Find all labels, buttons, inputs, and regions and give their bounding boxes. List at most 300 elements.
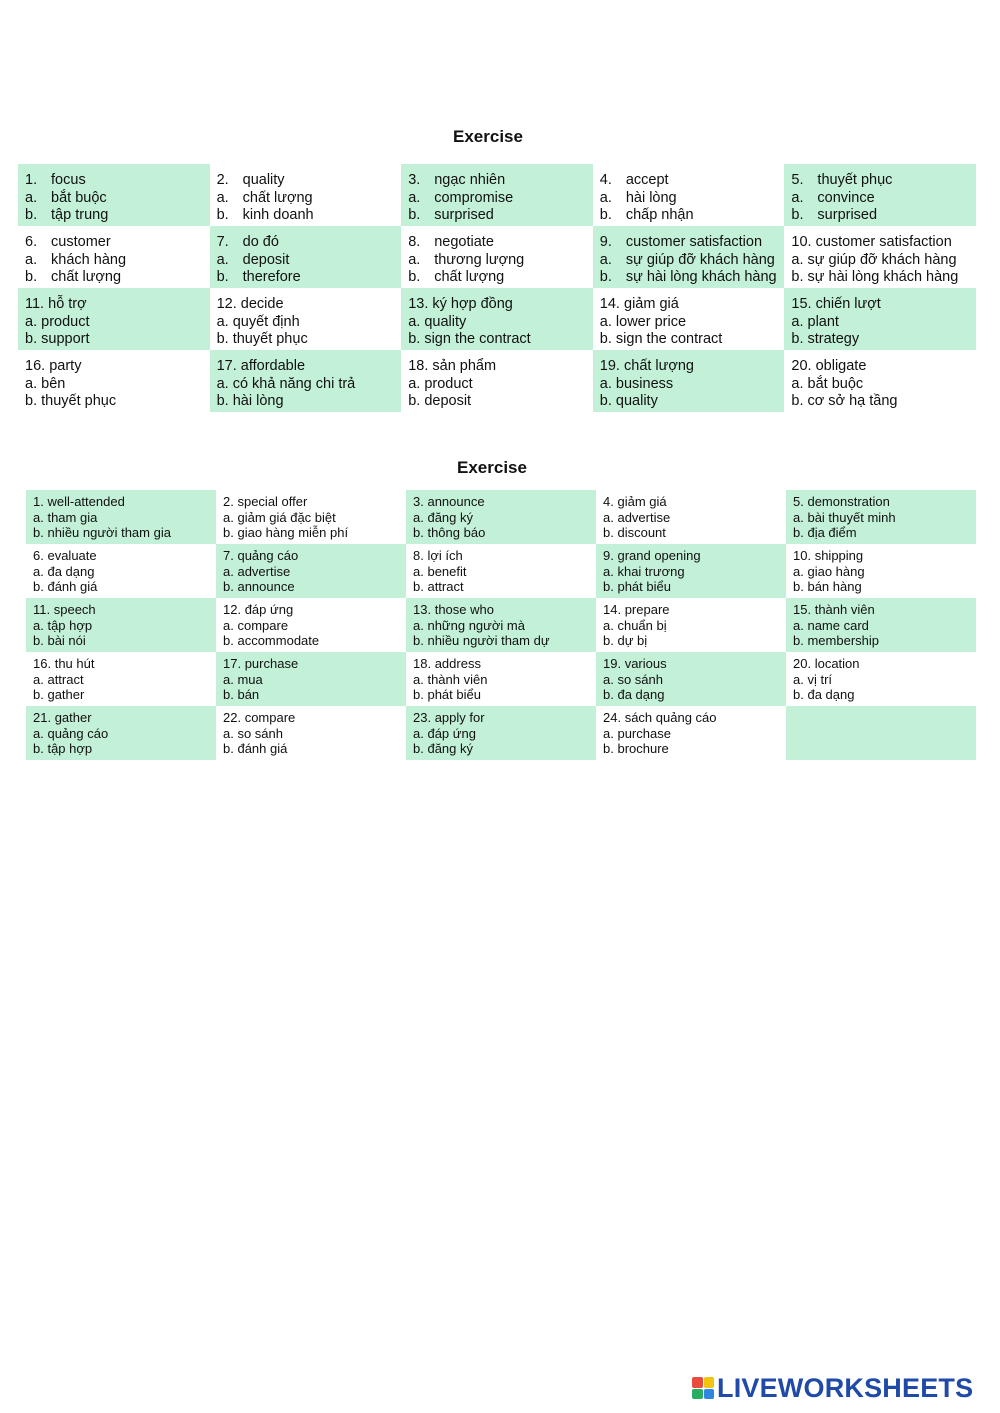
option-text: giao hàng miễn phí xyxy=(237,525,349,541)
question-number: 11. xyxy=(33,602,51,617)
question-word xyxy=(223,710,406,726)
option-a xyxy=(600,190,785,208)
option-letter: b. xyxy=(25,207,38,223)
option-b xyxy=(408,393,593,411)
question-cell xyxy=(406,490,596,544)
question-number: 3. xyxy=(413,494,424,509)
option-a xyxy=(33,510,216,526)
option-text: sign the contract xyxy=(615,331,723,347)
question-cell xyxy=(216,598,406,652)
option-letter: b. xyxy=(33,525,44,541)
question-word xyxy=(33,710,216,726)
option-letter: b. xyxy=(223,633,234,649)
question-text: apply for xyxy=(434,710,485,725)
question-cell xyxy=(18,226,210,288)
option-letter: a. xyxy=(25,313,38,330)
question-number: 19. xyxy=(599,358,620,374)
option-letter: b. xyxy=(793,579,804,595)
option-b xyxy=(603,579,786,595)
question-number: 10. xyxy=(791,234,812,250)
option-text: compromise xyxy=(434,189,514,206)
question-word xyxy=(793,494,976,510)
question-number: 10. xyxy=(793,548,812,563)
question-cell xyxy=(18,164,210,226)
question-text: giảm giá xyxy=(617,494,667,509)
option-b xyxy=(603,633,786,649)
option-text: đa dạng xyxy=(47,563,95,579)
question-word xyxy=(217,296,402,314)
question-number: 22. xyxy=(223,710,242,725)
option-b xyxy=(413,633,596,649)
question-number: 23. xyxy=(413,710,432,725)
option-a xyxy=(413,510,596,526)
question-word xyxy=(793,656,976,672)
option-letter: b. xyxy=(408,393,421,409)
option-text: dự bị xyxy=(617,633,648,649)
option-letter: a. xyxy=(25,189,38,206)
liveworksheets-logo xyxy=(692,1373,973,1403)
question-cell xyxy=(26,652,216,706)
option-letter: b. xyxy=(223,741,234,757)
question-word xyxy=(408,234,593,252)
option-b xyxy=(25,331,210,349)
option-text: surprised xyxy=(434,207,494,223)
question-text: affordable xyxy=(240,358,306,374)
option-a xyxy=(413,618,596,634)
option-letter: a. xyxy=(791,313,804,330)
question-cell xyxy=(216,652,406,706)
option-text: thuyết phục xyxy=(41,393,117,409)
option-b xyxy=(408,269,593,287)
question-number: 9. xyxy=(599,234,612,250)
option-letter: a. xyxy=(793,509,804,525)
question-number: 12. xyxy=(216,296,237,312)
question-number: 5. xyxy=(793,494,804,509)
option-text: đánh giá xyxy=(237,741,288,757)
option-letter: a. xyxy=(599,251,612,268)
option-a xyxy=(33,618,216,634)
option-b xyxy=(413,687,596,703)
option-letter: b. xyxy=(413,633,424,649)
option-b xyxy=(217,207,402,225)
option-text: phát biểu xyxy=(617,579,671,595)
question-number: 17. xyxy=(223,656,242,671)
option-text: khai trương xyxy=(617,563,685,579)
option-text: sự giúp đỡ khách hàng xyxy=(625,251,775,268)
question-word xyxy=(223,548,406,564)
option-text: chất lượng xyxy=(51,269,122,285)
option-letter: a. xyxy=(33,725,44,741)
question-number: 8. xyxy=(413,548,424,563)
question-text: compare xyxy=(244,710,296,725)
option-text: đăng ký xyxy=(427,741,474,757)
option-letter: b. xyxy=(33,579,44,595)
question-word xyxy=(791,358,976,376)
option-text: bán hàng xyxy=(807,579,862,595)
option-text: name card xyxy=(807,617,869,633)
question-text: hỗ trợ xyxy=(48,296,87,312)
option-b xyxy=(217,331,402,349)
question-number: 4. xyxy=(599,172,612,188)
option-b xyxy=(791,331,976,349)
option-a xyxy=(223,564,406,580)
option-b xyxy=(33,579,216,595)
option-b xyxy=(791,207,976,225)
option-text: thương lượng xyxy=(434,251,525,268)
option-b xyxy=(408,331,593,349)
question-cell xyxy=(210,226,402,288)
question-text: quảng cáo xyxy=(237,548,299,563)
option-letter: a. xyxy=(216,189,229,206)
question-text: well-attended xyxy=(47,494,125,509)
option-a xyxy=(603,510,786,526)
question-number: 4. xyxy=(603,494,614,509)
option-letter: b. xyxy=(33,687,44,703)
question-word xyxy=(600,172,785,190)
option-text: deposit xyxy=(424,393,472,409)
option-letter: b. xyxy=(413,687,424,703)
option-letter: b. xyxy=(791,393,804,409)
option-letter: a. xyxy=(408,251,421,268)
exercise-1-title: Exercise xyxy=(453,127,523,146)
option-letter: a. xyxy=(413,671,424,687)
option-b xyxy=(793,579,976,595)
question-cell xyxy=(210,350,402,412)
option-letter: a. xyxy=(603,617,614,633)
option-text: tập hợp xyxy=(47,617,93,633)
question-word xyxy=(33,656,216,672)
question-cell xyxy=(26,544,216,598)
option-a xyxy=(33,726,216,742)
option-letter: b. xyxy=(33,741,44,757)
question-word xyxy=(413,602,596,618)
option-text: chuẩn bị xyxy=(617,617,667,633)
option-letter: a. xyxy=(216,313,229,330)
option-text: therefore xyxy=(242,269,301,285)
question-cell xyxy=(596,706,786,760)
question-number: 21. xyxy=(33,710,52,725)
option-text: sự hài lòng khách hàng xyxy=(625,269,777,285)
option-b xyxy=(223,633,406,649)
option-a xyxy=(25,190,210,208)
option-a xyxy=(217,376,402,394)
option-letter: b. xyxy=(791,331,804,347)
option-a xyxy=(603,618,786,634)
option-letter: b. xyxy=(413,741,424,757)
question-cell xyxy=(406,598,596,652)
option-text: thông báo xyxy=(427,525,486,541)
question-cell xyxy=(593,288,785,350)
question-text: decide xyxy=(240,296,284,312)
option-b xyxy=(33,741,216,757)
question-text: announce xyxy=(427,494,485,509)
option-letter: a. xyxy=(413,617,424,633)
option-a xyxy=(600,376,785,394)
question-text: evaluate xyxy=(47,548,97,563)
option-text: product xyxy=(41,313,90,330)
question-cell xyxy=(401,226,593,288)
question-cell xyxy=(593,350,785,412)
question-text: customer xyxy=(51,234,111,250)
option-letter: a. xyxy=(223,617,234,633)
option-text: attract xyxy=(47,671,84,687)
question-cell xyxy=(784,164,976,226)
question-word xyxy=(603,548,786,564)
option-letter: b. xyxy=(408,207,421,223)
option-text: so sánh xyxy=(617,671,664,687)
option-text: những người mà xyxy=(427,617,525,633)
option-text: chấp nhận xyxy=(625,207,694,223)
question-number: 5. xyxy=(791,172,804,188)
question-word xyxy=(217,172,402,190)
question-word xyxy=(600,296,785,314)
question-cell xyxy=(401,288,593,350)
question-number: 11. xyxy=(25,296,45,312)
question-text: gather xyxy=(54,710,92,725)
option-text: benefit xyxy=(427,563,467,579)
question-number: 3. xyxy=(408,172,421,188)
question-word xyxy=(408,296,593,314)
question-word xyxy=(791,172,976,190)
question-text: address xyxy=(434,656,481,671)
question-cell xyxy=(786,544,976,598)
option-text: surprised xyxy=(817,207,878,223)
question-cell xyxy=(593,164,785,226)
question-cell xyxy=(784,350,976,412)
option-text: business xyxy=(615,375,674,392)
option-a xyxy=(217,314,402,332)
question-number: 14. xyxy=(599,296,620,312)
option-letter: a. xyxy=(25,251,38,268)
option-a xyxy=(791,252,976,270)
option-a xyxy=(25,376,210,394)
option-text: deposit xyxy=(242,251,290,268)
question-number: 6. xyxy=(25,234,38,250)
option-text: chất lượng xyxy=(434,269,505,285)
option-letter: a. xyxy=(223,509,234,525)
option-a xyxy=(408,376,593,394)
option-letter: b. xyxy=(25,331,38,347)
option-text: bán xyxy=(237,687,260,703)
question-number: 13. xyxy=(413,602,432,617)
liveworksheets-logo-text: LIVEWORKSHEETS xyxy=(717,1372,974,1403)
option-b xyxy=(413,741,596,757)
option-letter: a. xyxy=(791,251,804,268)
question-number: 15. xyxy=(793,602,812,617)
option-b xyxy=(223,579,406,595)
option-b xyxy=(223,741,406,757)
option-text: plant xyxy=(807,313,839,330)
option-b xyxy=(223,525,406,541)
option-text: support xyxy=(41,331,90,347)
question-number: 7. xyxy=(223,548,234,563)
option-letter: b. xyxy=(603,579,614,595)
exercise-1-grid xyxy=(18,164,976,412)
option-letter: b. xyxy=(599,331,612,347)
question-number: 6. xyxy=(33,548,44,563)
option-text: bắt buộc xyxy=(807,375,864,392)
question-text: negotiate xyxy=(434,234,494,250)
question-number: 1. xyxy=(25,172,38,188)
option-text: advertise xyxy=(617,509,671,525)
option-a xyxy=(408,252,593,270)
question-cell xyxy=(596,490,786,544)
option-letter: a. xyxy=(793,617,804,633)
question-cell xyxy=(406,544,596,598)
option-letter: a. xyxy=(223,671,234,687)
option-letter: b. xyxy=(599,269,612,285)
option-letter: a. xyxy=(33,671,44,687)
question-number: 13. xyxy=(408,296,429,312)
option-b xyxy=(791,269,976,287)
option-letter: b. xyxy=(25,393,38,409)
question-text: various xyxy=(624,656,667,671)
question-text: sản phẩm xyxy=(432,358,497,374)
option-text: giảm giá đặc biệt xyxy=(237,509,336,525)
option-letter: b. xyxy=(793,633,804,649)
question-number: 17. xyxy=(216,358,237,374)
question-number: 18. xyxy=(413,656,432,671)
question-text: shipping xyxy=(814,548,864,563)
question-cell xyxy=(210,164,402,226)
question-number: 2. xyxy=(216,172,229,188)
option-text: nhiều người tham dự xyxy=(427,633,550,649)
question-word xyxy=(33,548,216,564)
option-letter: b. xyxy=(603,687,614,703)
option-b xyxy=(600,393,785,411)
empty-cell xyxy=(786,706,976,760)
option-text: đáp ứng xyxy=(427,725,476,741)
option-text: membership xyxy=(807,633,879,649)
option-letter: b. xyxy=(603,525,614,541)
option-letter: b. xyxy=(223,525,234,541)
question-text: party xyxy=(49,358,82,374)
option-letter: b. xyxy=(413,579,424,595)
question-number: 19. xyxy=(603,656,622,671)
option-text: advertise xyxy=(237,563,291,579)
option-letter: b. xyxy=(216,393,229,409)
option-a xyxy=(793,618,976,634)
question-text: giảm giá xyxy=(624,296,679,312)
option-a xyxy=(217,252,402,270)
option-a xyxy=(223,672,406,688)
option-text: bài thuyết minh xyxy=(807,509,896,525)
option-b xyxy=(408,207,593,225)
option-text: hài lòng xyxy=(232,393,284,409)
option-text: quality xyxy=(424,313,467,330)
option-letter: a. xyxy=(603,725,614,741)
question-cell xyxy=(786,652,976,706)
option-a xyxy=(791,376,976,394)
question-text: focus xyxy=(51,172,86,188)
option-letter: b. xyxy=(25,269,38,285)
question-word xyxy=(793,548,976,564)
question-cell xyxy=(26,490,216,544)
question-word xyxy=(791,296,976,314)
option-text: accommodate xyxy=(237,633,320,649)
question-word xyxy=(33,602,216,618)
option-letter: b. xyxy=(793,525,804,541)
option-text: chất lượng xyxy=(242,189,313,206)
option-text: tập hợp xyxy=(47,741,93,757)
question-text: those who xyxy=(434,602,494,617)
question-cell xyxy=(216,544,406,598)
question-text: ký hợp đồng xyxy=(432,296,513,312)
question-word xyxy=(413,548,596,564)
question-cell xyxy=(26,706,216,760)
question-cell xyxy=(406,652,596,706)
option-a xyxy=(413,726,596,742)
option-letter: b. xyxy=(33,633,44,649)
option-b xyxy=(600,207,785,225)
question-number: 2. xyxy=(223,494,234,509)
option-a xyxy=(413,672,596,688)
option-letter: a. xyxy=(413,563,424,579)
question-text: quality xyxy=(242,172,285,188)
option-text: khách hàng xyxy=(51,251,127,268)
question-word xyxy=(413,710,596,726)
option-letter: a. xyxy=(216,251,229,268)
option-text: cơ sở hạ tầng xyxy=(807,393,898,409)
option-text: sự hài lòng khách hàng xyxy=(807,269,959,285)
question-number: 9. xyxy=(603,548,614,563)
option-b xyxy=(25,207,210,225)
option-text: discount xyxy=(617,525,666,541)
option-text: kinh doanh xyxy=(242,207,314,223)
option-letter: b. xyxy=(603,741,614,757)
question-word xyxy=(25,234,210,252)
question-word xyxy=(408,358,593,376)
option-letter: b. xyxy=(216,331,229,347)
question-text: thu hút xyxy=(54,656,95,671)
option-a xyxy=(217,190,402,208)
option-b xyxy=(603,525,786,541)
option-letter: b. xyxy=(216,207,229,223)
option-text: có khả năng chi trả xyxy=(232,375,356,392)
option-text: vị trí xyxy=(807,671,833,687)
option-b xyxy=(25,393,210,411)
option-letter: a. xyxy=(599,313,612,330)
option-text: so sánh xyxy=(237,725,284,741)
option-b xyxy=(600,269,785,287)
option-b xyxy=(33,525,216,541)
question-text: ngạc nhiên xyxy=(434,172,506,188)
option-text: đánh giá xyxy=(47,579,98,595)
option-letter: b. xyxy=(216,269,229,285)
option-letter: b. xyxy=(791,269,804,285)
option-letter: a. xyxy=(408,313,421,330)
option-text: thuyết phục xyxy=(232,331,308,347)
question-word xyxy=(603,656,786,672)
option-b xyxy=(25,269,210,287)
option-letter: a. xyxy=(408,375,421,392)
option-b xyxy=(793,525,976,541)
option-b xyxy=(600,331,785,349)
option-text: convince xyxy=(817,189,875,206)
option-letter: a. xyxy=(408,189,421,206)
option-text: thành viên xyxy=(427,671,488,687)
option-b xyxy=(413,525,596,541)
option-a xyxy=(603,672,786,688)
option-a xyxy=(791,314,976,332)
option-b xyxy=(603,741,786,757)
question-cell xyxy=(18,288,210,350)
question-cell xyxy=(596,598,786,652)
question-word xyxy=(223,494,406,510)
question-text: thành viên xyxy=(814,602,875,617)
option-letter: b. xyxy=(793,687,804,703)
question-word xyxy=(603,710,786,726)
